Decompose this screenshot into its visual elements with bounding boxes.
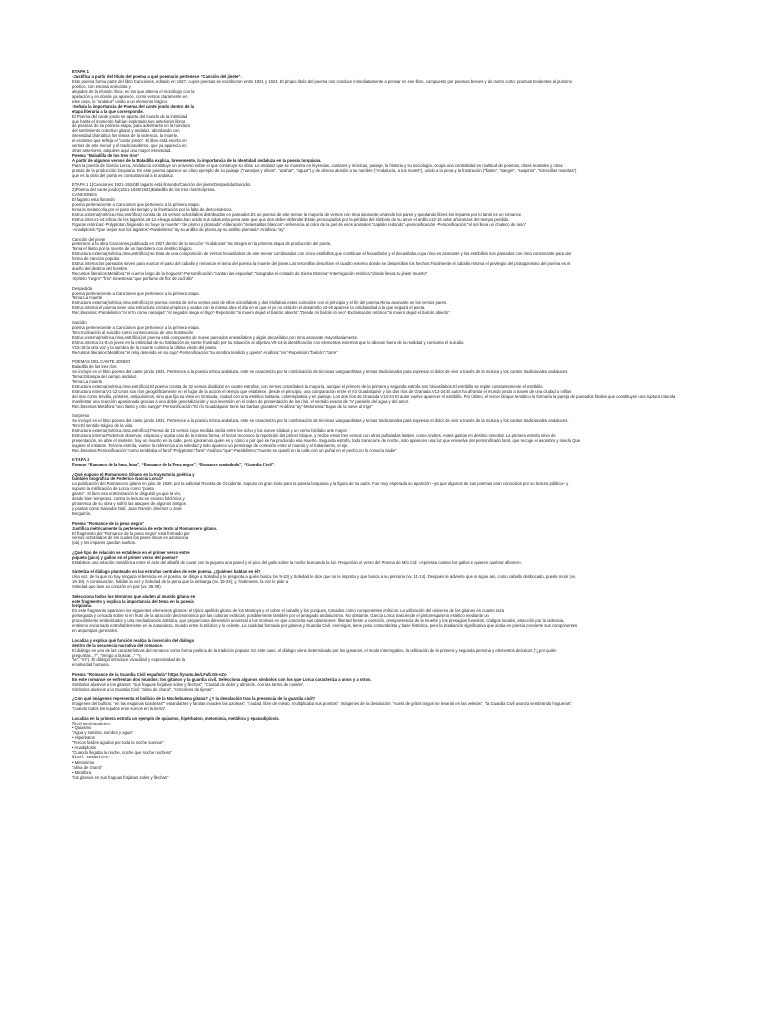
paragraph: Una voz, de la que no hay ninguna referencia en el poema, se dirige a Soledad y le pregunta a quién busca (vv 9-10) y Soledad le dice que no le importa y que busca a su persona (vv. 11-14). Después le advierte que si sigue así, como caballo desbocado, puede morir (vv. 15-18). A continuación, hablan la voz y Soledad de la pena que la embarga (vv. 19-34); y, finalmente, la voz le pide a Soledad que lave su corazón en paz (vv. 35-38).	[72, 574, 576, 590]
poem-analysis-block: Canción del jinete pertenece a la obra Canciones,publicada en 1927,dentro de la sección “Andaluzas”.Se integra en la primera etapa de producción del poeta. Tema:el llanto por la muerte de un bandolero con destino trágico. Estructura externa(métrica,rima,estrófica):se trata de una composición de versos hexasílabos de arte menor combinados con cinco estribillos,que combinan el hexasílabo y el decasílabo,cuya rima es asonante y los estribillos son pareados con rima consonante para dar forma de canción popular. Estruc.interna:los pareados sirven para marcar el paso del caballo y remarcar el tema del poema la muerte del jinete.Los tercetillos describen el cuadro externo donde se desarrollan los hechos.Finalmente el caballo retoma el privilegio del protagonismo del poema es el dueño del destino del hombre. Recursos literarios:Metáfora:”el cuerno largo de la hoguera”-Personificación:”cantan las espuelas”,”sangraba el costado de Sierra Morena”-Interrogación retórica:”donde llevas tu jinete muerto” -Epíteto “negro”,”frío”-Sinestesia:”que perfume de flor de cuchillo”	[72, 236, 572, 282]
etapa-2-body	[72, 473, 692, 781]
section-question: Sintetiza el diálogo planteado en las estrofas centrales de este poema. ¿Quiénes hablan en él?	[72, 569, 261, 575]
paragraph: El Poema del cante jondo se aparta del mundo de la intimidad que hasta el momento habían explotado sus anteriores libros de poemas de su primera etapa, para adentrarse en la hondura del sentimiento colectivo gitano y andaluz, abordando con intensidad dramática los temas de la violencia, la muerte, el erotismo que refleja el “cante jondo”. El libro está escrito en versos de arte menor y el tradicionalismo, que ya aparecía en otras anteriores, adquiere aquí una mayor intensidad.	[72, 113, 190, 154]
paragraph: El diálogo es uno de las características del romance como forma poética de la tradición popular. En este caso, el diálogo viene determinado por los gusanos, el modo interrogativo, la utilización de la primera y segunda persona y elementos deícticos (“¿por quién preguntas...?”, “Vengo a buscar...” “Y, “te”, “mi”). El diálogo introduce vivacidad y expresividad de la emotividad humana.	[72, 647, 557, 668]
section-question: Poema “Romance de la pena negra” Justifica métricamente la pertenencia de este texto al Romancero gitano.	[72, 520, 218, 531]
paragraph: • Quiasmo “Agua y sombra, sombra y agua” • Hipérbaton “Tercos fusiles agudos por toda la noche suenan” • Anadiplosis “Cuando llegaba la noche, noche que noche nochera”	[72, 725, 172, 756]
section-etapa-1	[72, 70, 692, 179]
section-etapa-1-notes	[72, 183, 692, 453]
poem-analysis-block: POEMAS DEL CANTE JONDO Baladilla de los tres ríos Se incluyó en el libro poema del cante jondo 1931. Pertenece a la poesía mítica andaluza, este se caracteriza por la combinación de técnicas vanguardistas y temas tradicionales para expresar el dolor de vivir a través de la música y los cantos tradicionales andaluces. Tema:Estampa del campo andaluz. Tema:La muerte Estructura externa(métrica,rima,estrófica):El poema consta de 32 versos divididos en cuatro estrofas, con versos octosílabos la mayoría, aunque el primero de la primera y segunda estrofa son hexasílabos.El estribillo se repite constantemente el estribillo. Estructura interna:V1-12:Unos son ríos geográficamente en el lugar de la acción el tiempo que establece, desde el principio, una comparación entre el río Guadalquivir y los dos ríos de Granada.V13-24:El autor ha afrontar el mundo jondo a través de una ciudad a orillas del mar como Sevilla, pintores, antiquísimos, sino que fija su vista en Granada, ciudad con una estética solitaria, contemplativa y en paisaje. Los dos ríos de Granada V13-24 El autor vuelve aparecer el estribillo. Por último, el tercer bloque temático lo formaría la pareja de pareados finales que constituyen una ruptura rotunda manifestar una reacción apasionada gracias a una doble generalización y una inversión en el orden de presentación de los ríos. el sentido exacto de “a” paralelo del agua y del amor. Rec.literarios:Metáfora:”uno llanto y otro sangre”-Personificación:”El río Guadalquivir tiene las barbas granates”-Anáfora:”ay”-Metonimia:”bajan de la nieve al trigo”	[72, 358, 676, 409]
paragraph: Imágenes del bullicio: “en las esquinas banderas”” estandartes y farolas invaden las azoteas”, “ciudad, libre de miedo, multiplicaba sus puertas”. Imágenes de la desolación: “vuelo de gritos largos se levantó en las veletas”, “la Guardia Civil avanza sembrando hogueras”, “cuando todos los tejados eran surcos en la tierra”.	[72, 701, 573, 712]
paragraph: Este poema forma parte del libro Canciones, editado en 1927, cuyos poemas se escribieron entre 1921 y 1924. El propio título del poema nos conduce inmediatamente a pensar en ese libro, compuesto por poemas breves y de metro corto: poemas tendentes al purismo poético, con escasa anécdota y alejados de la efusión lírica; en los que alterna el monólogo con la apelación y en donde ya aparece, como versos claramente en este caso, lo “andaluz” unido a un elemento trágico.	[72, 78, 572, 104]
paragraph: Símbolos alusivos a los gitanos: “sus fraguas forjaban soles y flechas”, “Ciudad de dolor y almizcle, con las torres de canela”. Símbolos alusivos a la Guardia Civil: “alma de charol”, “remolinos de tijeras”.	[72, 681, 305, 692]
document-page	[72, 70, 692, 1010]
section-question: ¿Qué tipo de relación se establece en el primer verso entre piqueta (pico) y gallos en el primer verso del poema?	[72, 549, 190, 560]
paragraph: Establece una relación metafórica entre el acto del albañil de cavar con la piqueta una pared y el pico del gallo sobre la noche buscando la luz. Requerían el verso del Poema de Mío Cid: «Apriessa cantan los gallos e quieren quebrar albores».	[72, 559, 523, 565]
paragraph: Nivel morfosintáctico	[72, 720, 111, 726]
poem-analysis-block: Sorpresa Se incluyó en el libro poema del cante jondo 1931. Pertenece a la poesía mítica andaluza, este se caracteriza por la combinación de técnicas vanguardistas y temas tradicionales para expresar el dolor de vivir a través de la música y los cantos tradicionales andaluces. Tem:El sentido trágico de la vida Estructura externa(métrica,rima,estrófica):Poema de 13 versos cuya medida oscila entre los ocho y los nueve sílabas y un verso bisílabo arte mayor. Estructura interna:Podemos observar, empieza y acaba casi de la misma forma, el lector reconoce la repetición del primer bloque, y recibe estos tres versos con otros puñaladas letales, como Andres. Antes gastos en destino inmortal. La primera estrofa sirve de presentación, se abre el misterio: hay un muerto en la calle, pero ignoramos quién es y cómo o por qué se ha producido esa muerte. Segunda estrofa, todo transcurre de noche, solo aparecen una luz que envuelve del personificado farol, que recoge el asombro y miedo Que sugiere el instante. Tercera estrofa, vuelve la referencia a la soledad y solo aparece un personaje de conexión entre el mundo y el tratamiento, el eje. Rec.literarios:Personificación:”como temblaba el farol”-Polyptoton:”farol”-Anáfora:”que”-Paralelismo:”muerto se quedó en la calle,con un puñal en el pecho,no lo conocía nadie”	[72, 413, 581, 453]
section-question: ETAPA 1	[72, 70, 89, 74]
paragraph: El fragmento del “Romance de la pena negra” está formado por versos octosílabos de los cuales los pares riman en asonancia (oa) y los impares quedan sueltos.	[72, 530, 190, 546]
section-question: Poema “Romance de la Guardia Civil española” https://youtu.be/LFafLGk-vZo	[72, 671, 227, 677]
section-question: Localiza y explica qué función realiza la inserción del diálogo dentro de la secuencia narrativa del romance.	[72, 637, 195, 648]
etapa-2-subtitle: Poemas “Romance de la luna, luna”, “Romance de la Pena negra”, “Romance sonámbulo”, “Guardia Civil”.	[72, 462, 276, 468]
section-question: ¿Con qué imágenes representa el bullicio de la Nochebuena gitana? ¿Y la desolación tras la presencia de la guardia civil?	[72, 696, 316, 702]
etapa-2-heading: ETAPA 2	[72, 457, 90, 463]
section-question: A partir de algunos versos de la Baladilla explica, brevemente, la importancia de la identidad andaluza en la poesía lorquiana.	[72, 158, 322, 164]
section-question: Selecciona todos los términos que aluden al mundo gitano en este fragmento y explica la importancia del tema en la poesía lorquiana.	[72, 593, 196, 609]
paragraph: Nivel semántico:	[72, 756, 111, 761]
section-question: Poema “Baladilla de los tres ríos”	[72, 153, 140, 159]
section-question: En este romance se enfrentan dos mundos: los gitanos y la guardia civil. Selecciona algunos símbolos con los que Lorca caracteriza a unos y a otros.	[72, 676, 372, 682]
section-question: Localiza en la primera estrofa un ejemplo de quiasmo, hipérbaton, metonimia, metáfora y epanadiplosis.	[72, 715, 280, 721]
section-question: -Señala la importancia de Poema del cante jondo dentro de la etapa literaria a la que corresponde.	[72, 103, 195, 114]
section-question: ¿Qué supuso el Romancero Gitano en la trayectoria poética y también biográfica de Federico García Lorca?	[72, 471, 195, 482]
poem-analysis-block: ETAPA 1 1)Canciones 1921-1924)El lagarto está llorando/Canción del jinete/Despedida/Suicidio. 2)Poema del cante jondo(1921-1926/1931)Baladilla de los tres ríos/Sorpresa. CANCIONES El lagarto está llorando poema perteneciente a Canciones que pertenece a la primera etapa. tema:la melancolía por el paso del tiempo y la frustración por la falta de descendencia. Estruc.externa(métrica,rima,estrófica) consta de 16 versos octosílabos distribuidos en pareados.Es un poema de arte menor la mayoría de versos con rima asonante.Uniendo los pares y quedando libres los impares por lo tanto es un romance. Estruc.inter.v1-v4:inficia de los lagartos.v5-12 eleaga adulta,han unido sus vidas,esta pena ante que que don deber defender:Están preocupados por la pérdida del símbolo de su amor el anillo.v13-16 volar añoranzas del tiempo perdido. Figuras retóricas:-Polyptoton.fingiendo no huye la muerte”-”de plomo y plomado”-Aliteración:”delantalitos blancos”=referencia al color de la piel de esos animales.”capitán redondo”=personificación -Personificación:”el sol lleva un chaleco de raso” -Anadiplosis:”Que viejos son los lagartos”-Paralelismo:”ay su anillito de plomo,ay su anillito plomado”-Anáfora=”ay”	[72, 182, 527, 233]
section-question: -Justifica a partir del título del poema a qué poemario pertenece “Canción del jinete”.	[72, 73, 242, 79]
paragraph: En este fragmento aparecen los siguientes elementos gitanos: el típico apellido gitano de los Montoya y el cobre el caballo y los yunques, tomados como componentes eróticos. La utilización del universo de los gitanos en cuanto raza perseguida y cercada sobre si en fruto de la atracción decimonónica por las culturas exóticas, posiblemente también por el arraigado andalucismo. No obstante, García Lorca trasciende el pintoresquismo estético mediante un procedimiento simbolizador y una mediatización artística, que proporciona dimensión universal a los motivos en que concierta sus obsesiones: libertad frente a coerción, omnipresencia de la muerte y los presagios funestos, códigos locales, atracción por la violencia, erotismo encarnado entrañablemente en la naturaleza, mundo entre lo telúrico y lo celeste. La cualidad formada por gitanos y Guardia Civil, enemigos, tiene poso costumbrista y base histórica, pero la irradiación significativa que actúa en poesía convierte sus componentes en arquetipos generales.	[72, 608, 578, 634]
paragraph: • Metonimia “alma de charol” • Metáfora “los gitanos en sus fraguas forjaban soles y flechas”	[72, 760, 169, 780]
poem-analysis-block: Despedida poema perteneciente a Canciones que pertenece a la primera etapa. Tema:La muerte Estructura externa(métrica,rima,estrófica):el poema consta de ocho versos,seis de ellos octosílabos y dos trisílabos,estos coinciden con el principio y el fin del poema.Rima asonante en los versos pares. Estruc.interna:el poema tiene una estructura circular,empieza y acaba con la misma idea el día en el que el yo no está.En el desarrollo v3-v6 aparece la cotidianidad a la que seguirá el poeta. Rec.literarios:-Paralelismo:”el ni?o come naranjas”,”el segador siega el trigo”-Repetición:”si muero dejad el balcón abierto”,”Desde mi balcón lo veo”-Exclamación retórica:”si muero dejad el balcón abierto”	[72, 285, 450, 316]
paragraph: La publicación del Romancero gitano en julio de 1928, por la editorial Revista de Occidente, supuso un gran éxito para la poesía lorquiana y la figura de su autor. Fue muy esperada su aparición –ya que algunos de sus poemas eran conocidos por su lectura pública– y supuso la mitificación de Lorca como “poeta gitano”. Si bien esa entronización le disgustó ya que la vio, desde bien temprano, contra la lectura en exceso folclórica y pintoresca de su obra y sufrió las ataques de algunos amigos y poetas como Salvador Dalí, Juan Ramón Jiménez o José Bergamín.	[72, 481, 569, 517]
poem-analysis-block: Suicidio poema perteneciente a Canciones que pertenece a la primera etapa. Tem:Inclinación al suicidio como consecuencia de una frustración Estruc.externa(métrica,rima,estrófica):el poema está compuesto de nueve pareados eneasílabos y algún decasílabo,con rima asonante mayoritariamente. Estruc.interna:v1-8:un joven en la intimidad de su habitación,se siente frustrado por su situación al objetivo.V9-14:la identificación con elementos externos que lo abocan fuera de la realidad y consuma el suicidio. V15-18:la otra voz y la sombra de la muerte culmina la última visión del poeta. Recursos literarios:Metáfora:”el reloj detenido en su caja”-Personificación:”su sombra tendido y quieta”-Anáfora:”vio”-Repetición:”balcón”,”torre”	[72, 319, 465, 355]
section-etapa-2	[72, 458, 692, 781]
paragraph: Para la poesía de García Lorca, Andalucía constituye un universo sobre el que construye su obra. Lo andaluz que se muestra en leyendas, cantares y músicas, paisaje, la historia y su sociología, ocupa una centralidad en multitud de poemas, obras teatrales y otras prosas de la producción lorquiana. En este poema aparece un claro ejemplo de su paisaje (“naranjos y olivos”, “azahar”, “aguar”) y de directa alusión a su nombre (“Andalucía, a tus mares”), unido a la pena y la frustración (“llanto”, “sangre”, “suspiros”, “torrecillas muertas”) que es la obra del poeta es consustancial a lo andaluz.	[72, 163, 577, 179]
